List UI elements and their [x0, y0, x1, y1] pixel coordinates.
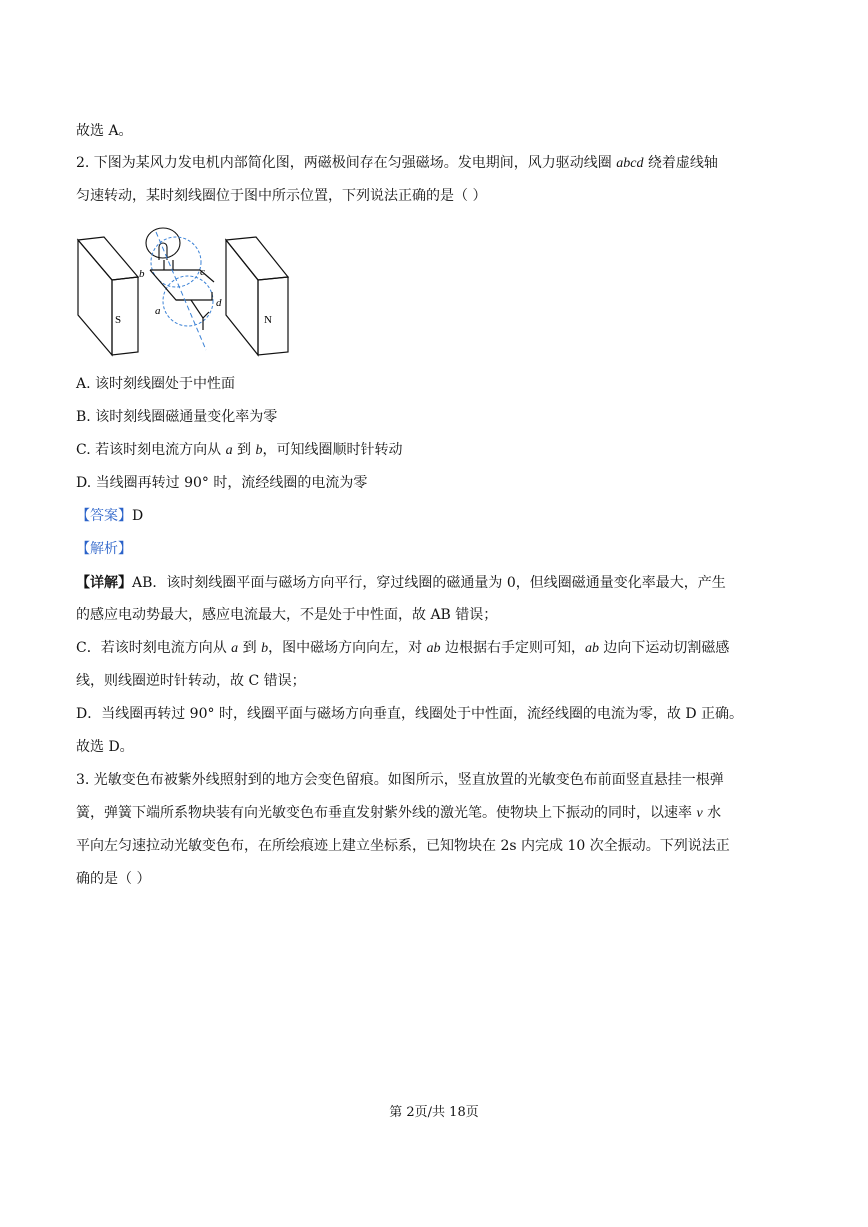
page-footer: 第 2页/共 18页 — [389, 1105, 479, 1120]
slip-ring — [146, 228, 180, 260]
label-a: a — [155, 305, 161, 317]
detail-line-6: 故选 D。 — [76, 739, 134, 755]
pole-n-label: N — [264, 314, 272, 326]
generator-diagram — [76, 222, 291, 357]
question-3-stem-4: 确的是（ ） — [76, 871, 151, 887]
question-3-stem: 3. 光敏变色布被紫外线照射到的地方会变色留痕。如图所示，竖直放置的光敏变色布前面竖直悬挂一根弹 — [76, 772, 724, 788]
label-b: b — [139, 268, 145, 280]
rotation-axis — [156, 232, 206, 350]
label-c: c — [200, 266, 205, 278]
detail-line-2: 的感应电动势最大，感应电流最大，不是处于中性面，故 AB 错误； — [76, 607, 498, 623]
detail-line-1: 【详解】AB．该时刻线圈平面与磁场方向平行，穿过线圈的磁通量为 0，但线圈磁通量变化率最大，产生 — [76, 575, 726, 591]
pole-s-label: S — [115, 314, 122, 326]
option-b: B. 该时刻线圈磁通量变化率为零 — [76, 409, 278, 425]
label-d: d — [216, 297, 222, 309]
question-3-stem-2: 簧，弹簧下端所系物块装有向光敏变色布垂直发射紫外线的激光笔。使物块上下振动的同时，以速率 v 水 — [76, 805, 722, 821]
question-2-stem: 2. 下图为某风力发电机内部简化图，两磁极间存在匀强磁场。发电期间，风力驱动线圈 abcd 绕着虚线轴 — [76, 155, 718, 171]
magnet-s — [78, 237, 138, 355]
detail-line-3: C．若该时刻电流方向从 a 到 b，图中磁场方向向左，对 ab 边根据右手定则可知，ab 边向下运动切割磁感 — [76, 640, 730, 656]
magnet-n — [226, 237, 288, 355]
question-3-stem-3: 平向左匀速拉动光敏变色布，在所绘痕迹上建立坐标系，已知物块在 2s 内完成 10 次全振动。下列说法正 — [76, 838, 730, 854]
detail-line-5: D．当线圈再转过 90° 时，线圈平面与磁场方向垂直，线圈处于中性面，流经线圈的电流为零，故 D 正确。 — [76, 706, 744, 722]
detail-line-4: 线，则线圈逆时针转动，故 C 错误； — [76, 673, 306, 689]
question-2-stem-cont: 匀速转动，某时刻线圈位于图中所示位置，下列说法正确的是（ ） — [76, 188, 487, 204]
option-d: D. 当线圈再转过 90° 时，流经线圈的电流为零 — [76, 475, 368, 491]
answer: 【答案】D — [76, 508, 144, 524]
text-line: 故选 A。 — [76, 123, 133, 139]
analysis-heading: 【解析】 — [76, 541, 132, 557]
option-a: A. 该时刻线圈处于中性面 — [76, 376, 236, 392]
option-c: C. 若该时刻电流方向从 a 到 b，可知线圈顺时针转动 — [76, 442, 403, 458]
